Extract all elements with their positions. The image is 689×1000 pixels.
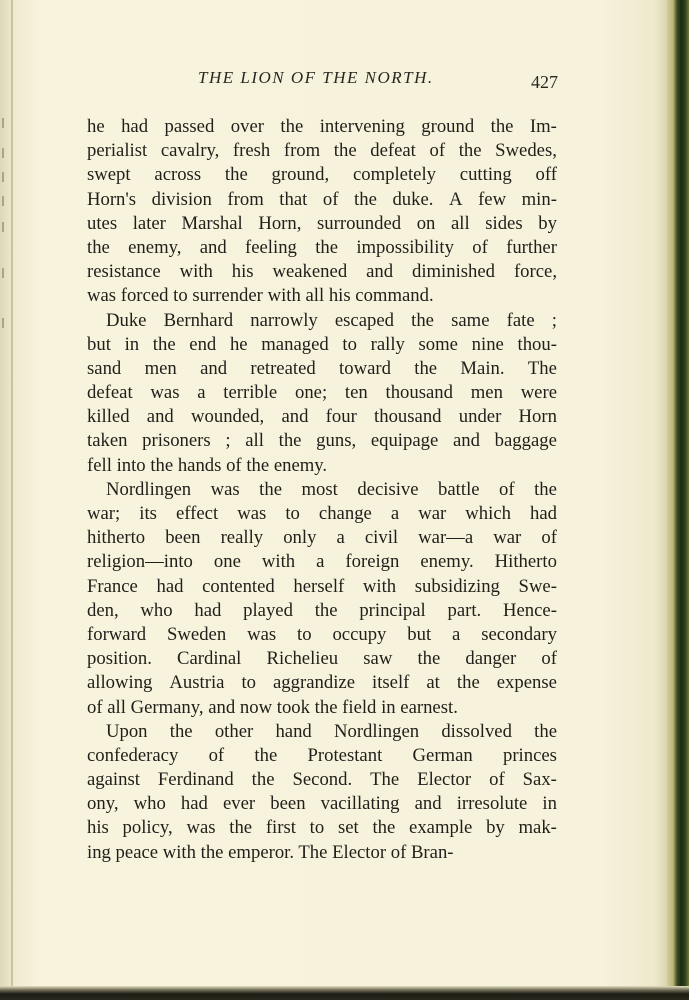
text-line: hitherto been really only a civil war—a war of: [87, 527, 557, 549]
text-line: against Ferdinand the Second. The Elector of Sax-: [87, 769, 557, 791]
running-title: THE LION OF THE NORTH.: [198, 68, 434, 87]
text-line: Upon the other hand Nordlingen dissolved the: [106, 720, 557, 742]
text-line: of all Germany, and now took the field in earnest.: [87, 696, 458, 718]
paragraph: [87, 478, 557, 720]
text-line: his policy, was the first to set the example by mak-: [87, 817, 557, 839]
text-line: he had passed over the intervening ground the Im-: [87, 116, 557, 137]
text-line: utes later Marshal Horn, surrounded on all sides by: [87, 212, 557, 234]
text-line: forward Sweden was to occupy but a secondary: [87, 623, 557, 645]
text-line: confederacy of the Protestant German princes: [87, 744, 557, 766]
text-line: war; its effect was to change a war which had: [87, 503, 557, 524]
body-text: [87, 115, 557, 865]
text-line: the enemy, and feeling the impossibility of further: [87, 236, 557, 258]
text-line: France had contented herself with subsidizing Swe-: [87, 575, 557, 597]
book-edge-right: [667, 0, 689, 1000]
book-edge-bottom: [0, 986, 689, 1000]
bleed-through-mark: [2, 268, 9, 278]
text-line: ing peace with the emperor. The Elector of Bran-: [87, 841, 454, 863]
text-line: swept across the ground, completely cutting off: [87, 164, 557, 186]
text-line: taken prisoners ; all the guns, equipage and baggage: [87, 430, 557, 452]
bleed-through-mark: [2, 148, 9, 158]
running-header: [198, 68, 558, 92]
gutter-shadow: [11, 0, 13, 1000]
text-line: perialist cavalry, fresh from the defeat of the Swedes,: [87, 140, 557, 162]
bleed-through-mark: [2, 118, 9, 128]
text-line: fell into the hands of the enemy.: [87, 454, 328, 476]
paragraph: [87, 720, 557, 865]
text-line: defeat was a terrible one; ten thousand men were: [87, 382, 557, 404]
text-line: resistance with his weakened and diminished force,: [87, 261, 557, 283]
page-number: 427: [531, 72, 558, 92]
text-line: den, who had played the principal part. Hence-: [87, 599, 557, 621]
text-line: allowing Austria to aggrandize itself at the expense: [87, 672, 557, 694]
text-line: killed and wounded, and four thousand under Horn: [87, 406, 557, 428]
paragraph: [87, 115, 557, 309]
text-line: but in the end he managed to rally some nine thou-: [87, 333, 557, 355]
paragraph: [87, 309, 557, 478]
text-line: sand men and retreated toward the Main. The: [87, 357, 557, 379]
bleed-through-mark: [2, 222, 9, 232]
bleed-through-mark: [2, 196, 9, 206]
text-line: Horn's division from that of the duke. A few min-: [87, 188, 557, 210]
text-line: ony, who had ever been vacillating and irresolute in: [87, 793, 557, 815]
bleed-through-mark: [2, 172, 9, 182]
bleed-through-mark: [2, 318, 9, 328]
text-line: religion—into one with a foreign enemy. Hitherto: [87, 551, 557, 573]
text-line: Duke Bernhard narrowly escaped the same fate ;: [106, 309, 557, 331]
text-line: position. Cardinal Richelieu saw the danger of: [87, 648, 557, 670]
text-line: Nordlingen was the most decisive battle of the: [106, 478, 557, 500]
text-line: was forced to surrender with all his command.: [87, 285, 434, 307]
